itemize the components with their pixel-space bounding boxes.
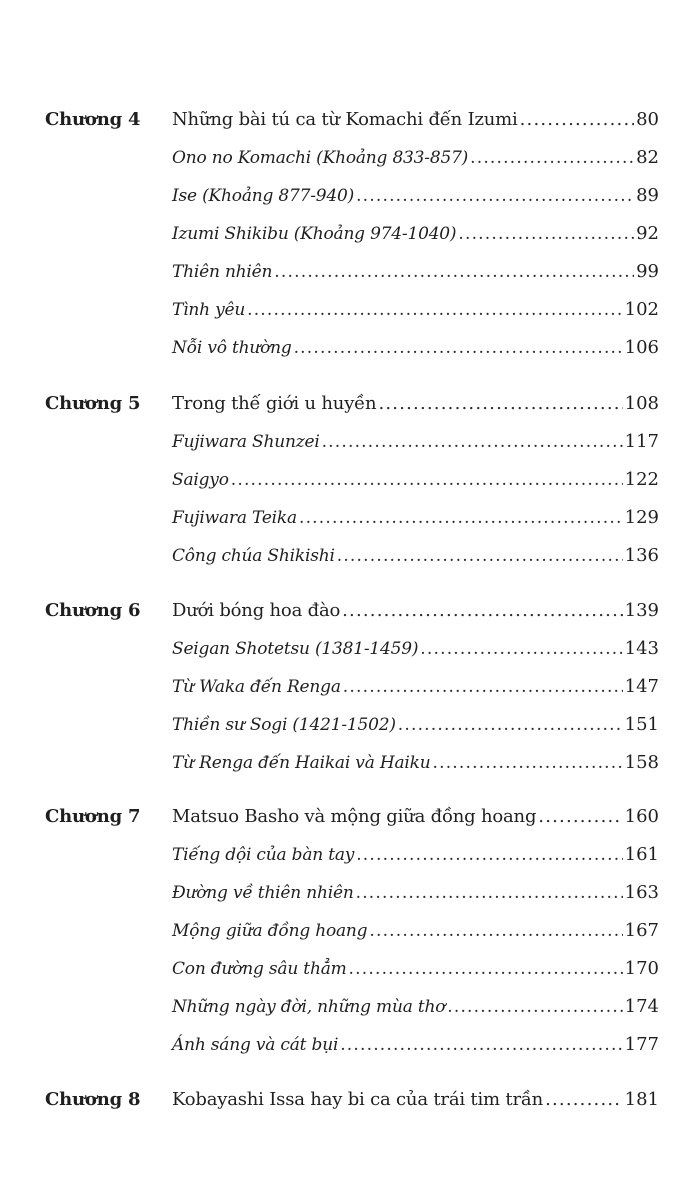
section-entry xyxy=(172,634,659,664)
section-row[interactable] xyxy=(0,181,688,211)
section-row[interactable] xyxy=(0,143,688,173)
chapter-entry xyxy=(172,389,659,419)
dot-leader xyxy=(337,541,623,571)
section-row[interactable] xyxy=(0,295,688,325)
section-title: Ise (Khoảng 877-940) xyxy=(172,186,355,206)
section-entry xyxy=(172,427,659,457)
section-title: Đường về thiên nhiên xyxy=(172,883,354,903)
dot-leader xyxy=(299,503,623,533)
section-title: Saigyo xyxy=(172,470,229,490)
section-row[interactable] xyxy=(0,465,688,495)
dot-leader xyxy=(470,143,634,173)
chapter-row[interactable] xyxy=(0,1085,688,1115)
section-entry xyxy=(172,992,659,1022)
dot-leader xyxy=(340,1030,622,1060)
page-number: 82 xyxy=(636,147,659,168)
section-entry xyxy=(172,541,659,571)
section-title: Thiên nhiên xyxy=(172,262,273,282)
dot-leader xyxy=(458,219,634,249)
section-title: Nỗi vô thường xyxy=(172,338,292,358)
section-row[interactable] xyxy=(0,992,688,1022)
dot-leader xyxy=(231,465,623,495)
section-row[interactable] xyxy=(0,840,688,870)
dot-leader xyxy=(294,333,623,363)
section-row[interactable] xyxy=(0,219,688,249)
section-title: Tình yêu xyxy=(172,300,246,320)
page-number: 108 xyxy=(624,393,659,414)
page-number: 174 xyxy=(624,996,659,1017)
dot-leader xyxy=(520,105,634,135)
page-number: 181 xyxy=(624,1089,659,1110)
page-number: 163 xyxy=(624,882,659,903)
page-number: 160 xyxy=(624,806,659,827)
chapter-row[interactable] xyxy=(0,105,688,135)
section-title: Izumi Shikibu (Khoảng 974-1040) xyxy=(172,224,457,244)
chapter-title: Dưới bóng hoa đào xyxy=(172,600,341,621)
dot-leader xyxy=(369,916,622,946)
section-title: Từ Waka đến Renga xyxy=(172,677,341,697)
section-entry xyxy=(172,257,659,287)
section-entry xyxy=(172,710,659,740)
page-number: 167 xyxy=(624,920,659,941)
section-entry xyxy=(172,748,659,778)
section-row[interactable] xyxy=(0,878,688,908)
chapter-title: Những bài tú ca từ Komachi đến Izumi xyxy=(172,109,518,130)
page-number: 161 xyxy=(624,844,659,865)
dot-leader xyxy=(274,257,634,287)
chapter-label: Chương 4 xyxy=(45,109,141,130)
section-entry xyxy=(172,219,659,249)
section-row[interactable] xyxy=(0,541,688,571)
section-row[interactable] xyxy=(0,503,688,533)
section-title: Tiếng dội của bàn tay xyxy=(172,845,355,865)
dot-leader xyxy=(247,295,623,325)
section-entry xyxy=(172,916,659,946)
page-number: 139 xyxy=(624,600,659,621)
section-title: Thiền sư Sogi (1421-1502) xyxy=(172,715,396,735)
section-row[interactable] xyxy=(0,333,688,363)
section-title: Fujiwara Teika xyxy=(172,508,297,528)
chapter-title: Matsuo Basho và mộng giữa đồng hoang xyxy=(172,806,537,827)
section-row[interactable] xyxy=(0,672,688,702)
page-number: 177 xyxy=(624,1034,659,1055)
section-title: Mộng giữa đồng hoang xyxy=(172,921,368,941)
section-entry xyxy=(172,143,659,173)
page-number: 129 xyxy=(624,507,659,528)
dot-leader xyxy=(322,427,623,457)
section-row[interactable] xyxy=(0,427,688,457)
page-number: 143 xyxy=(624,638,659,659)
chapter-row[interactable] xyxy=(0,389,688,419)
chapter-label: Chương 8 xyxy=(45,1089,141,1110)
chapter-title: Trong thế giới u huyền xyxy=(172,393,377,414)
section-title: Công chúa Shikishi xyxy=(172,546,335,566)
section-title: Fujiwara Shunzei xyxy=(172,432,320,452)
section-title: Từ Renga đến Haikai và Haiku xyxy=(172,753,431,773)
chapter-entry xyxy=(172,802,659,832)
page-number: 92 xyxy=(636,223,659,244)
dot-leader xyxy=(420,634,622,664)
section-title: Những ngày đời, những mùa thơ xyxy=(172,997,446,1017)
chapter-entry xyxy=(172,596,659,626)
dot-leader xyxy=(349,954,623,984)
section-title: Ono no Komachi (Khoảng 833-857) xyxy=(172,148,469,168)
dot-leader xyxy=(447,992,622,1022)
dot-leader xyxy=(432,748,622,778)
section-title: Ánh sáng và cát bụi xyxy=(172,1035,339,1055)
section-row[interactable] xyxy=(0,634,688,664)
section-row[interactable] xyxy=(0,748,688,778)
chapter-label: Chương 6 xyxy=(45,600,141,621)
page-number: 122 xyxy=(624,469,659,490)
dot-leader xyxy=(356,181,634,211)
dot-leader xyxy=(545,1085,623,1115)
page-number: 151 xyxy=(624,714,659,735)
dot-leader xyxy=(378,389,622,419)
dot-leader xyxy=(343,672,623,702)
section-row[interactable] xyxy=(0,710,688,740)
page-number: 99 xyxy=(636,261,659,282)
section-entry xyxy=(172,465,659,495)
chapter-label: Chương 7 xyxy=(45,806,141,827)
dot-leader xyxy=(538,802,622,832)
section-entry xyxy=(172,333,659,363)
section-row[interactable] xyxy=(0,257,688,287)
page-number: 170 xyxy=(624,958,659,979)
page-number: 117 xyxy=(624,431,659,452)
dot-leader xyxy=(356,840,622,870)
section-entry xyxy=(172,878,659,908)
page-number: 89 xyxy=(636,185,659,206)
chapter-entry xyxy=(172,1085,659,1115)
page-number: 136 xyxy=(624,545,659,566)
section-row[interactable] xyxy=(0,916,688,946)
chapter-label: Chương 5 xyxy=(45,393,141,414)
section-entry xyxy=(172,1030,659,1060)
section-entry xyxy=(172,181,659,211)
section-row[interactable] xyxy=(0,954,688,984)
page-number: 102 xyxy=(624,299,659,320)
section-row[interactable] xyxy=(0,1030,688,1060)
chapter-row[interactable] xyxy=(0,596,688,626)
section-title: Seigan Shotetsu (1381-1459) xyxy=(172,639,419,659)
dot-leader xyxy=(356,878,623,908)
page-number: 80 xyxy=(636,109,659,130)
chapter-title: Kobayashi Issa hay bi ca của trái tim trần xyxy=(172,1089,544,1110)
dot-leader xyxy=(398,710,623,740)
section-entry xyxy=(172,672,659,702)
section-entry xyxy=(172,840,659,870)
section-entry xyxy=(172,503,659,533)
page-number: 106 xyxy=(624,337,659,358)
page-number: 147 xyxy=(624,676,659,697)
page-number: 158 xyxy=(624,752,659,773)
section-title: Con đường sâu thẳm xyxy=(172,959,347,979)
dot-leader xyxy=(342,596,623,626)
chapter-row[interactable] xyxy=(0,802,688,832)
section-entry xyxy=(172,295,659,325)
chapter-entry xyxy=(172,105,659,135)
section-entry xyxy=(172,954,659,984)
